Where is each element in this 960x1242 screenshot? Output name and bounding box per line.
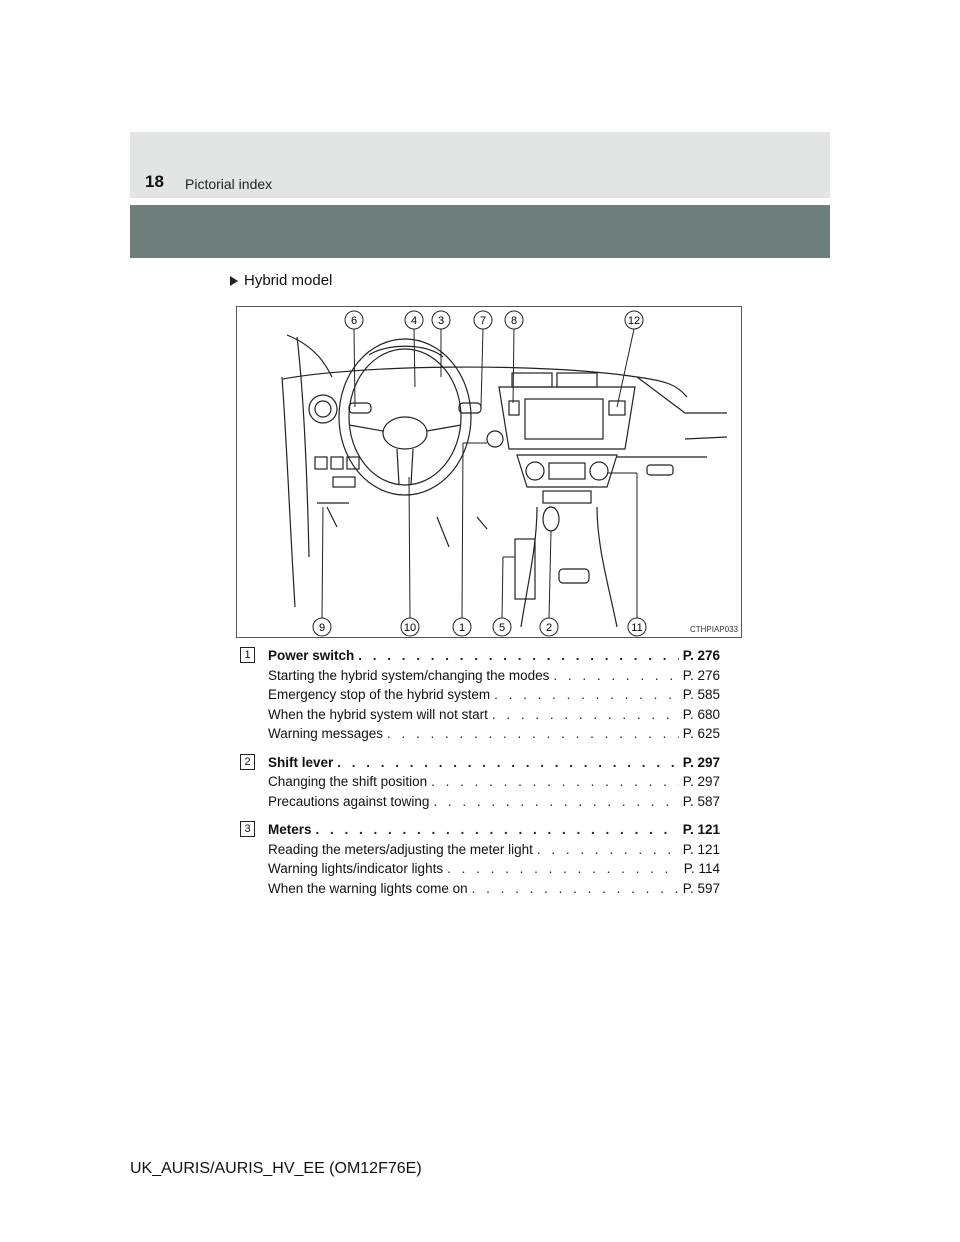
callout-bottom-1 [313, 618, 331, 636]
leader-dots [492, 705, 679, 725]
callout-top-1-text: 6 [350, 315, 358, 327]
sub-label: Starting the hybrid system/changing the modes [268, 667, 550, 683]
entry-page-ref[interactable]: P. 297 [682, 754, 720, 770]
entry-number: 1 [240, 647, 255, 663]
leader-dots [358, 646, 678, 666]
sub-label: When the hybrid system will not start [268, 706, 488, 722]
callout-bottom-1-text: 9 [318, 622, 326, 634]
sub-page-ref[interactable]: P. 597 [682, 880, 720, 896]
callout-top-4 [474, 311, 492, 329]
sub-row [268, 666, 720, 686]
section-title: Pictorial index [185, 176, 273, 192]
callout-bottom-6-text: 11 [631, 622, 643, 634]
callout-top-1 [345, 311, 363, 329]
entry-title: Shift lever [268, 754, 334, 770]
leader-dots [337, 753, 678, 773]
entry-meters [240, 820, 720, 898]
callout-bottom-4 [493, 618, 511, 636]
callout-top-5-text: 8 [510, 315, 518, 327]
callout-top-3-text: 3 [437, 315, 445, 327]
sub-page-ref[interactable]: P. 276 [682, 667, 720, 683]
footer-manual-code: UK_AURIS/AURIS_HV_EE (OM12F76E) [130, 1160, 422, 1177]
callout-top-6 [625, 311, 643, 329]
entry-main-row [268, 646, 720, 666]
entry-shift-lever [240, 753, 720, 812]
entry-main-row [268, 753, 720, 773]
sub-page-ref[interactable]: P. 625 [682, 726, 720, 741]
sub-row [268, 772, 720, 792]
leader-dots [537, 840, 679, 860]
triangle-bullet-icon [230, 276, 238, 286]
subheading [230, 272, 332, 289]
leader-dots [472, 879, 679, 899]
callout-bottom-5 [540, 618, 558, 636]
callout-bottom-6 [628, 618, 646, 636]
entry-number: 2 [240, 754, 255, 770]
sub-row [268, 879, 720, 899]
entry-title: Power switch [268, 648, 355, 663]
sub-label: Reading the meters/adjusting the meter light [268, 841, 533, 857]
page-number: 18 [145, 172, 164, 191]
callout-bottom-4-text: 5 [498, 622, 506, 634]
entry-list [240, 646, 720, 907]
callout-top-2 [405, 311, 423, 329]
callout-top-5 [505, 311, 523, 329]
callout-top-2-text: 4 [410, 315, 418, 327]
dashboard-illustration [236, 306, 742, 638]
leader-dots [316, 820, 679, 840]
sub-row [268, 685, 720, 705]
leader-dots [431, 772, 679, 792]
callout-top-6-text: 12 [627, 315, 641, 327]
entry-page-ref[interactable]: P. 276 [682, 648, 720, 663]
subheading-text: Hybrid model [244, 272, 333, 289]
sub-page-ref[interactable]: P. 114 [683, 861, 720, 876]
figure-code: CTHPIAP033 [689, 625, 738, 634]
sub-row [268, 724, 720, 744]
leader-dots [447, 859, 680, 879]
callout-top-4-text: 7 [479, 315, 487, 327]
sub-page-ref[interactable]: P. 587 [682, 793, 720, 809]
leader-dots [387, 724, 679, 744]
callout-bottom-5-text: 2 [545, 622, 553, 634]
callout-top-3 [432, 311, 450, 329]
sub-page-ref[interactable]: P. 585 [682, 687, 720, 702]
leader-dots [553, 666, 678, 686]
sub-label: Emergency stop of the hybrid system [268, 687, 491, 702]
sub-row [268, 792, 720, 812]
callout-bottom-2 [401, 618, 419, 636]
sub-page-ref[interactable]: P. 680 [682, 706, 720, 722]
callout-bottom-3-text: 1 [458, 622, 466, 634]
sub-row [268, 840, 720, 860]
leader-dots [494, 685, 679, 705]
callout-bottom-2-text: 10 [403, 622, 417, 634]
entry-main-row [268, 820, 720, 840]
sub-label: Warning lights/indicator lights [268, 861, 444, 876]
sub-label: Warning messages [268, 726, 384, 741]
entry-power-switch [240, 646, 720, 744]
sub-label: Precautions against towing [268, 793, 430, 809]
callout-bottom-3 [453, 618, 471, 636]
sub-label: Changing the shift position [268, 774, 428, 789]
sub-row [268, 705, 720, 725]
title-bar [130, 205, 830, 258]
sub-label: When the warning lights come on [268, 880, 468, 896]
entry-title: Meters [268, 822, 312, 837]
dashboard-drawing [237, 307, 741, 637]
leader-dots [433, 792, 678, 812]
entry-number: 3 [240, 821, 255, 837]
sub-page-ref[interactable]: P. 121 [682, 841, 720, 857]
sub-page-ref[interactable]: P. 297 [682, 774, 720, 789]
entry-page-ref[interactable]: P. 121 [682, 822, 720, 837]
sub-row [268, 859, 720, 879]
